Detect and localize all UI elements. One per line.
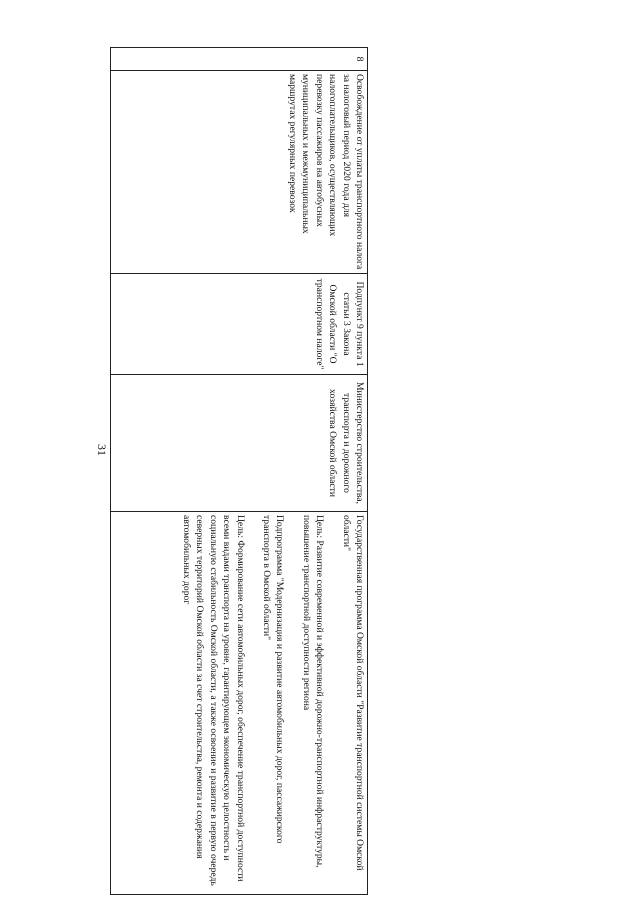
state-program-goal-text: Цель: Развитие современной и эффективной дорожно-транспортной инфраструктуры, повышение транспортной доступности региона (300, 515, 326, 868)
responsible-body-cell: Министерство строительства, транспорта и дорожного хозяйства Омской области (111, 375, 368, 512)
page-number: 31 (95, 444, 109, 456)
subprogram-text: Подпрограмма "Модернизация и развитие автомобильных дорог, пассажирского транспорта в Омской области" (260, 515, 286, 844)
subprogram-goal-text: Цель: Формирование сети автомобильных дорог, обеспечение транспортной доступности всеми видами транспорта на уровне, гарантирующем экономическую целостность и социальную стабильность Омской области, а также освоение и развитие в первую очередь северных территорий Омской области за счет строительства, ремонта и содержания автомобильных дорог (180, 515, 246, 886)
legal-basis-cell: Подпункт 9 пункта 1 статьи 3 Закона Омской области "О транспортном налоге" (111, 274, 368, 375)
benefits-table-rotated (110, 47, 368, 886)
state-program-text: Государственная программа Омской области "Развитие транспортной системы Омской области" (340, 515, 365, 871)
benefit-name-cell: Освобождение от уплаты транспортного налога за налоговый период 2020 года для налогоплательщиков, осуществляющих перевозку пассажиров на автобусных муниципальных и межмуниципальных маршрутах регулярных перевозок (111, 71, 368, 274)
row-number-cell: 8 (111, 48, 368, 71)
benefits-table (110, 47, 368, 895)
program-cell (111, 512, 368, 895)
table-row (111, 48, 368, 895)
